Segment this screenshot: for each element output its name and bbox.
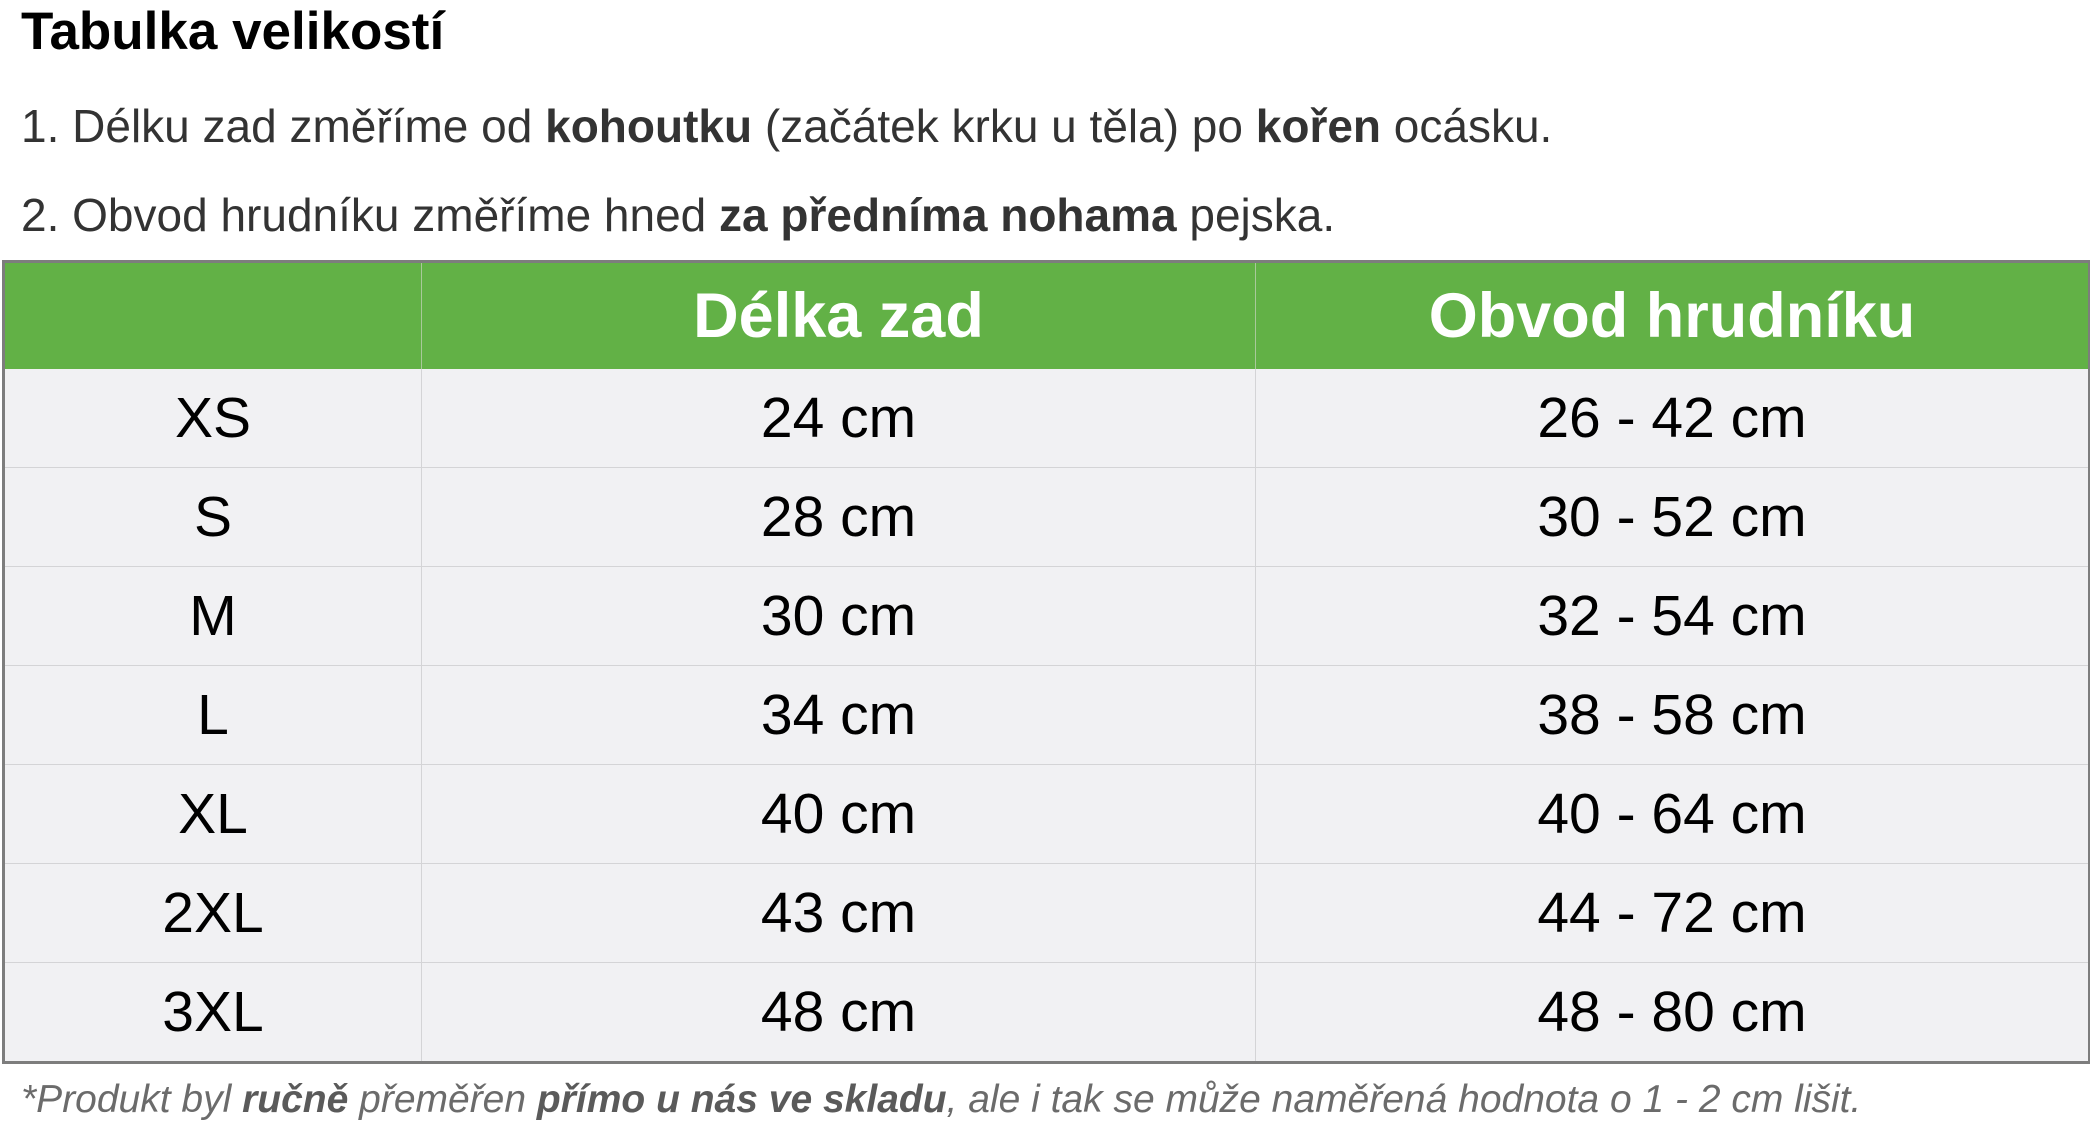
back-length-cell: 43 cm <box>422 864 1256 963</box>
size-cell: XS <box>4 369 422 468</box>
size-cell: 2XL <box>4 864 422 963</box>
chest-girth-cell: 38 - 58 cm <box>1256 666 2090 765</box>
size-cell: M <box>4 567 422 666</box>
table-row <box>4 666 2090 765</box>
chest-girth-cell: 40 - 64 cm <box>1256 765 2090 864</box>
instruction-text: ocásku. <box>1381 100 1553 152</box>
header-chest-girth: Obvod hrudníku <box>1256 262 2090 370</box>
instruction-chest-girth <box>21 185 1335 245</box>
size-table <box>2 260 2090 1064</box>
table-row <box>4 864 2090 963</box>
instruction-emphasis: kořen <box>1255 100 1382 152</box>
instruction-emphasis: kohoutku <box>545 100 753 152</box>
footnote-emphasis: přímo u nás ve skladu <box>536 1078 947 1121</box>
footnote-text: , ale i tak se může naměřená hodnota o 1 - 2 cm lišit. <box>946 1078 1862 1121</box>
table-header-row <box>4 262 2090 370</box>
chest-girth-cell: 44 - 72 cm <box>1256 864 2090 963</box>
back-length-cell: 24 cm <box>422 369 1256 468</box>
back-length-cell: 34 cm <box>422 666 1256 765</box>
instruction-text: 1. Délku zad změříme od <box>21 100 546 152</box>
footnote-emphasis: ručně <box>242 1078 349 1121</box>
instruction-emphasis: za předníma nohama <box>719 189 1177 241</box>
size-cell: L <box>4 666 422 765</box>
chest-girth-cell: 30 - 52 cm <box>1256 468 2090 567</box>
header-size <box>4 262 422 370</box>
table-row <box>4 369 2090 468</box>
table-row <box>4 468 2090 567</box>
chest-girth-cell: 32 - 54 cm <box>1256 567 2090 666</box>
size-cell: XL <box>4 765 422 864</box>
footnote-text: *Produkt byl <box>21 1078 243 1121</box>
table-row <box>4 963 2090 1063</box>
page-title: Tabulka velikostí <box>21 2 445 61</box>
instruction-text: 2. Obvod hrudníku změříme hned <box>21 189 720 241</box>
chest-girth-cell: 26 - 42 cm <box>1256 369 2090 468</box>
back-length-cell: 40 cm <box>422 765 1256 864</box>
instruction-back-length <box>21 96 1552 156</box>
footnote-text: přeměřen <box>348 1078 537 1121</box>
instruction-text: pejska. <box>1176 189 1336 241</box>
header-back-length: Délka zad <box>422 262 1256 370</box>
back-length-cell: 48 cm <box>422 963 1256 1063</box>
table-row <box>4 765 2090 864</box>
back-length-cell: 28 cm <box>422 468 1256 567</box>
table-row <box>4 567 2090 666</box>
size-cell: 3XL <box>4 963 422 1063</box>
chest-girth-cell: 48 - 80 cm <box>1256 963 2090 1063</box>
footnote <box>21 1075 1861 1125</box>
back-length-cell: 30 cm <box>422 567 1256 666</box>
size-cell: S <box>4 468 422 567</box>
instruction-text: (začátek krku u těla) po <box>752 100 1256 152</box>
